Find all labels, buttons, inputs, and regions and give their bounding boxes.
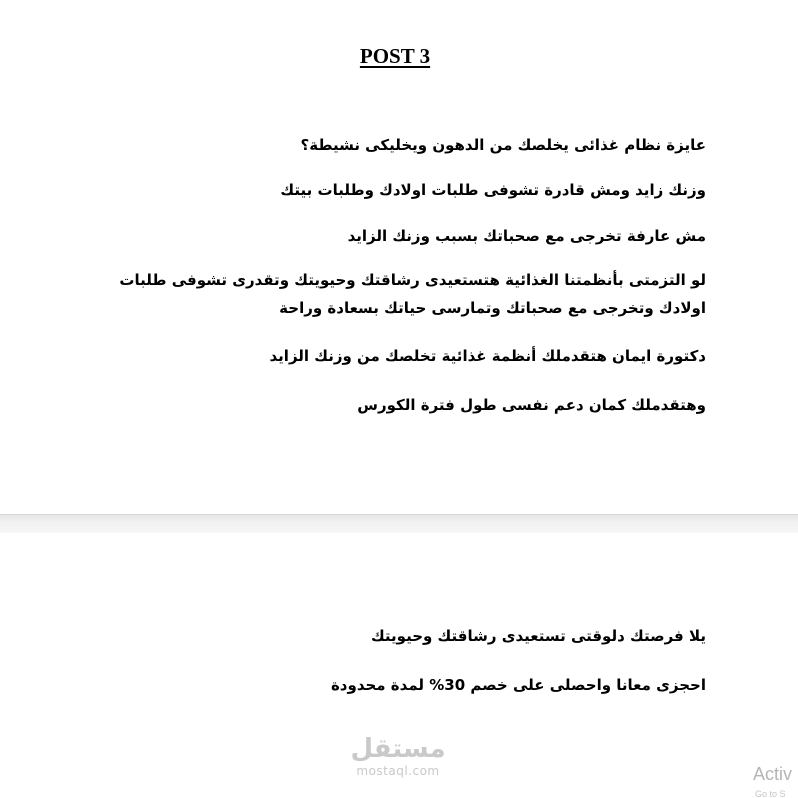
watermark-latin-text: mostaql.com: [356, 764, 440, 778]
paragraph-opportunity: يلا فرصتك دلوقتى تستعيدى رشاقتك وحيويتك: [370, 627, 706, 645]
mostaql-watermark-logo: [348, 734, 448, 782]
watermark-arabic-text: مستقل: [350, 734, 446, 764]
post-title: POST 3: [359, 44, 431, 68]
paragraph-doctor: دكتورة ايمان هتقدملك أنظمة غذائية تخلصك من وزنك الزايد: [269, 347, 706, 365]
paragraph-support: وهتقدملك كمان دعم نفسى طول فترة الكورس: [357, 396, 706, 414]
paragraph-weight: وزنك زايد ومش قادرة تشوفى طلبات اولادك وطلبات بيتك: [280, 181, 706, 199]
paragraph-discount: احجزى معانا واحصلى على خصم 30% لمدة محدودة: [330, 676, 706, 694]
windows-activation-subtext: Go to S: [755, 789, 786, 798]
paragraph-question: عايزة نظام غذائى يخلصك من الدهون ويخليكى نشيطة؟: [300, 136, 706, 154]
windows-activation-text: Activ: [753, 764, 793, 784]
page-separator: [0, 514, 798, 534]
paragraph-friends: مش عارفة تخرجى مع صحباتك بسبب وزنك الزايد: [347, 227, 706, 245]
paragraph-commitment: لو التزمتى بأنظمتنا الغذائية هتستعيدى رشاقتك وحيويتك وتقدرى تشوفى طلبات اولادك وتخرجى مع صحباتك وتمارسى حياتك بسعادة وراحة: [119, 271, 706, 317]
